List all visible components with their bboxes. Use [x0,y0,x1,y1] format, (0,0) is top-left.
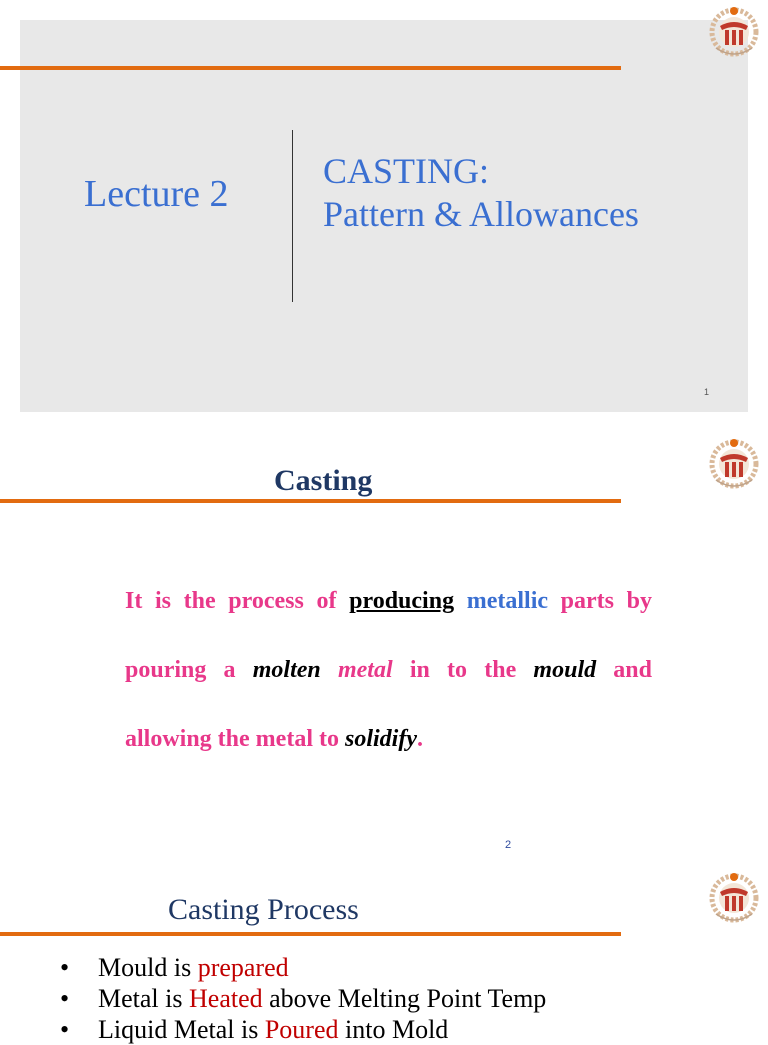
list-item [60,1014,546,1045]
text-run: parts by pouring a [125,588,653,683]
definition-paragraph [125,567,652,774]
section-title: Casting [274,464,373,497]
slide-title-line1: CASTING: [323,151,490,191]
step-text: Mould is [98,953,198,982]
text-run-mould: mould [533,657,597,683]
list-item [60,952,546,983]
text-run-solidify: solidify [344,726,417,752]
step-text: Liquid Metal is [98,1015,265,1044]
step-text: above Melting Point Temp [262,984,547,1013]
section-title: Casting Process [168,893,359,926]
title-slide-accent-bar [0,66,621,70]
step-text: Metal is [98,984,189,1013]
slide-title-line2: Pattern & Allowances [323,194,639,234]
step-keyword: Poured [264,1015,339,1044]
text-run [321,657,338,683]
step-keyword: Heated [189,984,263,1013]
process-steps-list [60,952,546,1045]
text-run-metal: metal [337,657,393,683]
step-keyword: prepared [197,953,289,982]
step-text: into Mold [338,1015,449,1044]
list-item [60,983,546,1014]
slide-title [323,150,639,236]
section-accent-bar [0,499,621,503]
text-run: It is the process of [125,588,350,614]
institution-logo-icon [706,4,762,60]
section-accent-bar [0,932,621,936]
text-run: and allowing the metal to [125,657,652,752]
lecture-number: Lecture 2 [84,173,229,215]
page-number: 1 [704,387,710,397]
page-number: 2 [505,839,512,851]
text-run-metallic: metallic [466,588,549,614]
text-run: . [416,726,423,752]
text-run-producing: producing [349,588,455,614]
title-divider [292,130,293,302]
institution-logo-icon [706,870,762,926]
text-run [454,588,467,614]
institution-logo-icon [706,436,762,492]
text-run-molten: molten [252,657,321,683]
text-run: in to the [392,657,534,683]
